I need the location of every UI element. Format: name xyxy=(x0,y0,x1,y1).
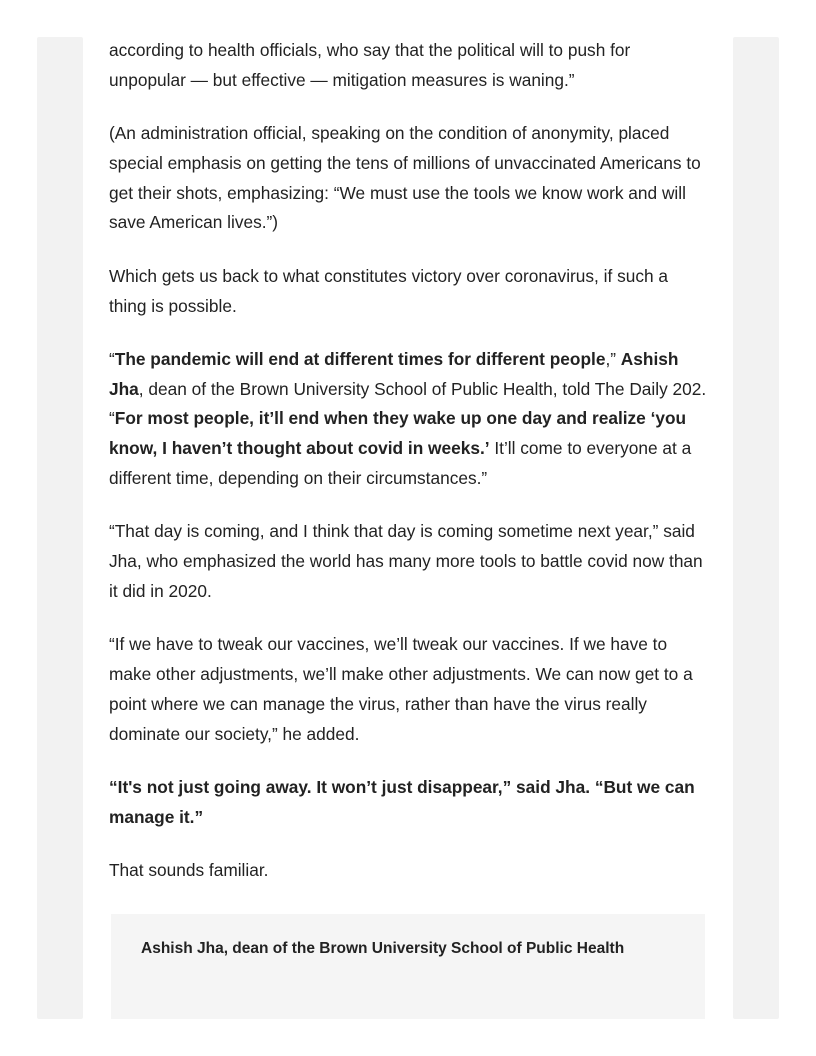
paragraph-victory: Which gets us back to what constitutes victory over coronavirus, if such a thing is possible. xyxy=(109,265,668,316)
paragraph-tweak-vaccines: “If we have to tweak our vaccines, we’ll tweak our vaccines. If we have to make other adjustments, we’ll make other adjustments. We can now get to a point where we can manage the virus, rather than have the virus really dominate our society,” he added. xyxy=(109,634,693,744)
bold-manage-it: “It's not just going away. It won’t just disappear,” said Jha. “But we can manage it.” xyxy=(109,776,695,827)
paragraph-manage-it xyxy=(109,773,709,833)
paragraph-sounds-familiar: That sounds familiar. xyxy=(109,860,269,881)
quote-text-2: , dean of the Brown University School of Public Health, told The Daily 202. “ xyxy=(109,378,707,429)
paragraph-health-officials: according to health officials, who say that the political will to push for unpopular — but effective — mitigation measures is waning.” xyxy=(109,40,631,90)
quote-text-3: It’ll come to everyone at a different time, depending on their circumstances.” xyxy=(109,438,692,489)
right-margin-panel xyxy=(733,37,779,1019)
quote-open: “ xyxy=(109,348,115,369)
article-body xyxy=(109,36,709,909)
bold-most-people: For most people, it’ll end when they wake up one day and realize ‘you know, I haven’t thought about covid in weeks.’ xyxy=(109,408,687,459)
paragraph-day-coming: “That day is coming, and I think that day is coming sometime next year,” said Jha, who emphasized the world has many more tools to battle covid now than it did in 2020. xyxy=(109,521,703,601)
bold-pandemic-end: The pandemic will end at different times for different people xyxy=(114,348,606,369)
left-margin-panel xyxy=(37,37,83,1019)
paragraph-jha-quote xyxy=(109,345,709,494)
paragraph-administration-official: (An administration official, speaking on the condition of anonymity, placed special emphasis on getting the tens of millions of unvaccinated Americans to get their shots, emphasizing: “We must use the tools we know work and will save American lives.”) xyxy=(109,123,701,233)
image-caption-box xyxy=(111,914,705,1019)
quote-text-1: ,” xyxy=(605,348,621,369)
image-caption: Ashish Jha, dean of the Brown University School of Public Health xyxy=(141,940,625,957)
bold-ashish-jha: Ashish Jha xyxy=(109,348,679,399)
